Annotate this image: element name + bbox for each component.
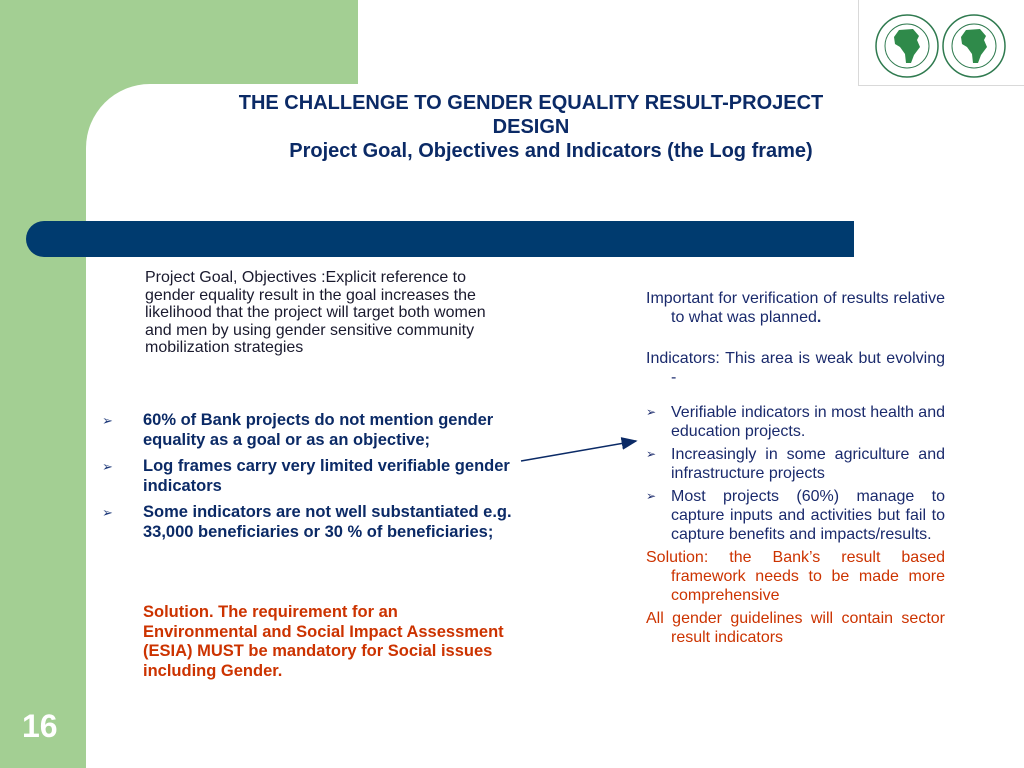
slide-title xyxy=(120,91,942,163)
slide-number: 16 xyxy=(22,708,58,744)
arrowhead-bullet-icon: ➢ xyxy=(646,447,657,461)
left-bullet-text: Some indicators are not well substantiated e.g. 33,000 beneficiaries or 30 % of beneficiaries; xyxy=(143,503,512,541)
slide-subtitle: Project Goal, Objectives and Indicators (the Log frame) xyxy=(289,140,813,162)
right-bullet-text: Increasingly in some agriculture and infrastructure projects xyxy=(671,446,945,482)
guidelines-text: All gender guidelines will contain sector result indicators xyxy=(646,610,945,646)
arrowhead-bullet-icon: ➢ xyxy=(102,459,113,474)
list-item xyxy=(646,487,945,544)
left-bullet-text: Log frames carry very limited verifiable gender indicators xyxy=(143,457,510,495)
right-bullet-text: Most projects (60%) manage to capture inputs and activities but fail to capture benefits and impacts/results. xyxy=(671,488,945,543)
title-line-2: DESIGN xyxy=(492,116,570,138)
list-item xyxy=(102,411,512,450)
arrowhead-bullet-icon: ➢ xyxy=(102,413,113,428)
title-divider-bar xyxy=(26,221,854,257)
right-column xyxy=(646,289,945,647)
arrowhead-bullet-icon: ➢ xyxy=(646,489,657,503)
afdb-logo-icon xyxy=(859,0,1024,86)
left-solution-text: Solution. The requirement for an Environmental and Social Impact Assessment (ESIA) MUST be mandatory for Social issues including Gender. xyxy=(143,603,504,680)
title-line-1: THE CHALLENGE TO GENDER EQUALITY RESULT-PROJECT xyxy=(238,92,824,114)
list-item xyxy=(102,457,512,496)
list-item xyxy=(646,445,945,483)
right-bullet-text: Verifiable indicators in most health and education projects. xyxy=(671,404,945,440)
verification-end: . xyxy=(816,309,822,326)
arrowhead-bullet-icon: ➢ xyxy=(102,505,113,520)
list-item xyxy=(102,503,512,542)
indicators-paragraph: Indicators: This area is weak but evolving - xyxy=(646,350,945,386)
list-item xyxy=(646,403,945,441)
arrowhead-bullet-icon: ➢ xyxy=(646,405,657,419)
verification-text: Important for verification of results relative to what was planned xyxy=(646,290,945,326)
verification-paragraph xyxy=(646,289,945,327)
right-solution-text: Solution: the Bank’s result based framework needs to be made more comprehensive xyxy=(646,549,945,604)
left-intro-text: Project Goal, Objectives :Explicit reference to gender equality result in the goal increases the likelihood that the project will target both women and men by using gender sensitive community mobilization strategies xyxy=(145,269,486,356)
left-bullet-text: 60% of Bank projects do not mention gender equality as a goal or as an objective; xyxy=(143,411,494,449)
african-development-bank-logo xyxy=(858,0,1024,86)
left-bullet-list xyxy=(102,411,512,549)
right-bullet-list xyxy=(646,403,945,544)
